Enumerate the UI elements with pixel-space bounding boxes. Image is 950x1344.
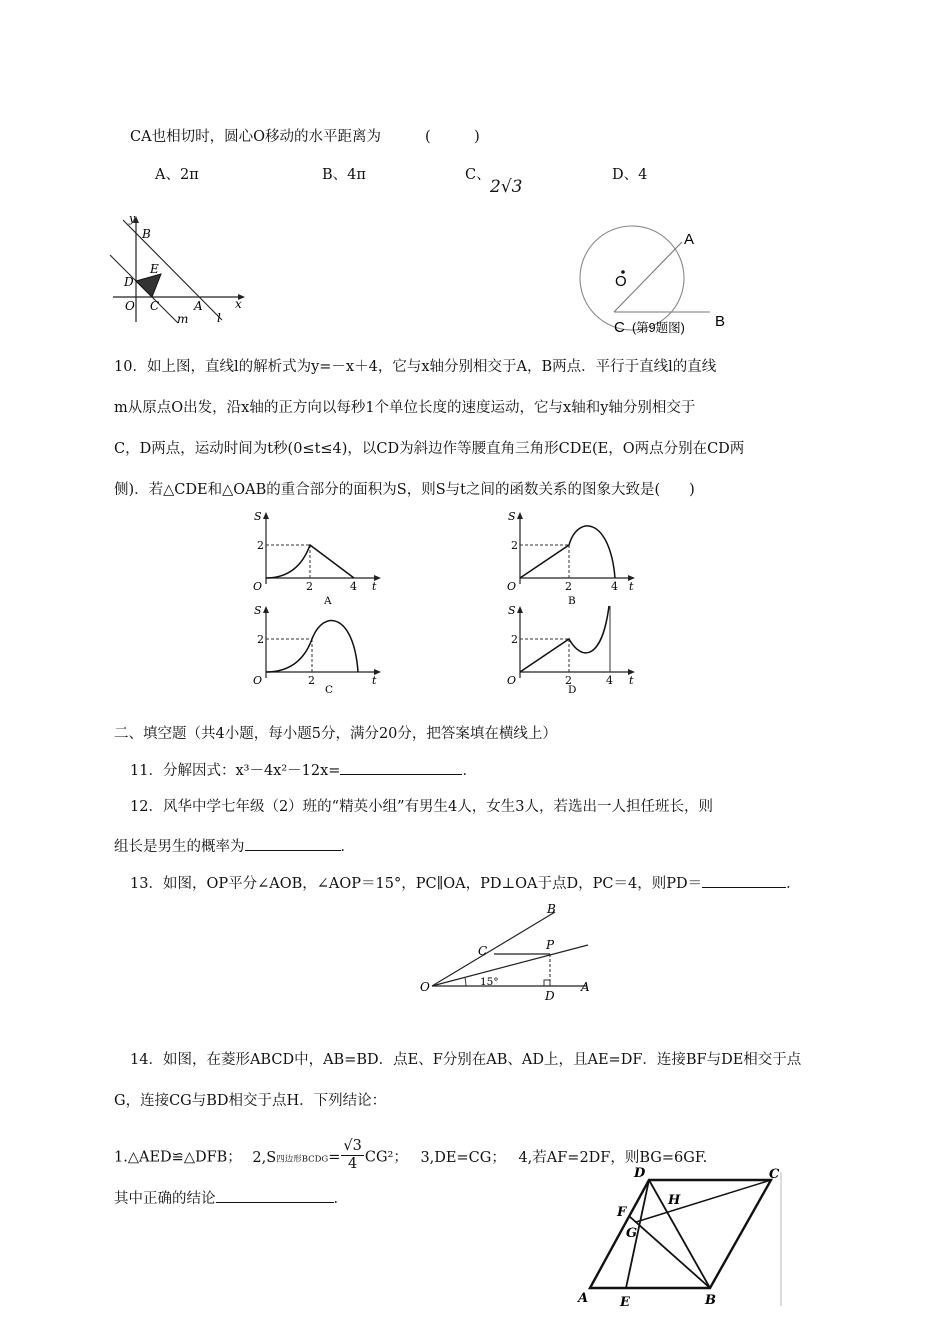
q9-option-c-math: 2√3 (490, 177, 523, 197)
graph-label: B (568, 595, 576, 607)
q14-answer-blank[interactable] (216, 1188, 334, 1203)
label-e: E (620, 1295, 630, 1310)
origin: O (507, 580, 517, 593)
q10-line-1: 10．如上图，直线l的解析式为y=－x＋4，它与x轴分别相交于A，B两点．平行于直线l的直线 (114, 359, 717, 375)
label-d: D (634, 1166, 646, 1181)
q10-line-3: C，D两点，运动时间为t秒(0≤t≤4)，以CD为斜边作等腰直角三角形CDE(E，O两点分别在CD两 (114, 441, 745, 457)
axis-t: t (372, 580, 377, 593)
x-tick-2: 2 (565, 674, 572, 687)
label-b: B (142, 227, 151, 241)
label-a: A (578, 1291, 589, 1306)
label-p: P (546, 938, 555, 952)
q13: 13．如图，OP平分∠AOB，∠AOP＝15°，PC∥OA，PD⊥OA于点D，PC＝4，则PD＝ ． (130, 873, 801, 894)
label-a: A (581, 980, 590, 994)
q9-figure-lines (105, 210, 255, 325)
q10-graph-d (502, 600, 642, 700)
label-d: D (124, 275, 134, 289)
figure-caption: (第9题图) (632, 321, 685, 335)
label-h: H (668, 1193, 681, 1208)
q10-graph-a (248, 506, 388, 606)
q12-answer-blank[interactable] (245, 836, 341, 851)
label-o: O (125, 299, 135, 313)
q10-line-4: 侧)．若△CDE和△OAB的重合部分的面积为S，则S与t之间的函数关系的图象大致是( ) (114, 482, 695, 498)
origin: O (507, 674, 517, 687)
label-y: y (129, 212, 136, 225)
origin: O (253, 580, 263, 593)
x-tick-2: 2 (308, 674, 315, 687)
q11-answer-blank[interactable] (340, 760, 462, 775)
q10-line-2: m从原点O出发，沿x轴的正方向以每秒1个单位长度的速度运动，它与x轴和y轴分别相交于 (114, 400, 696, 416)
q10-graph-b (502, 506, 642, 606)
y-tick: 2 (257, 633, 264, 646)
label-m: m (177, 312, 189, 326)
axis-t: t (372, 674, 377, 687)
label-e: E (150, 262, 159, 276)
q9-figure-circle (570, 220, 735, 340)
label-a: A (194, 299, 203, 313)
x-tick-2: 2 (565, 580, 572, 593)
graph-label: A (324, 595, 332, 607)
y-tick: 2 (511, 539, 518, 552)
label-circle-o: O (615, 273, 627, 290)
label-g: G (626, 1226, 638, 1241)
label-c: C (478, 944, 488, 958)
x-tick-4: 4 (606, 674, 613, 687)
q14-line-1: 14．如图，在菱形ABCD中，AB=BD．点E、F分别在AB、AD上，且AE=DF．连接BF与DE相交于点 (130, 1052, 802, 1068)
label-l: l (217, 311, 221, 325)
x-tick-4: 4 (611, 580, 618, 593)
x-tick-2: 2 (306, 580, 313, 593)
label-circle-a: A (684, 231, 695, 248)
q14-figure (570, 1160, 795, 1316)
q14-answer: 其中正确的结论 ． (114, 1188, 348, 1209)
q9-option-d: D、4 (612, 167, 648, 183)
fraction-sqrt3-over-4: $\frac{√3}{4}$ (343, 1138, 362, 1172)
axis-s: S (254, 510, 262, 523)
q14-conclusions: 1.△AED≌△DFB； 2,S四边形BCDG= $\frac{√3}{4}$ CG²； 3,DE=CG； 4,若AF=2DF，则BG=6GF. (114, 1138, 708, 1172)
axis-s: S (254, 604, 262, 617)
axis-s: S (508, 510, 516, 523)
q9-option-a: A、2π (155, 167, 199, 183)
label-circle-b: B (715, 313, 726, 330)
y-tick: 2 (511, 633, 518, 646)
label-x: x (235, 297, 242, 311)
axis-t: t (629, 674, 634, 687)
q14-line-2: G，连接CG与BD相交于点H．下列结论： (114, 1093, 387, 1109)
q12-line-2: 组长是男生的概率为 ． (114, 836, 355, 857)
axis-s: S (508, 604, 516, 617)
y-tick: 2 (257, 539, 264, 552)
q9-stem: CA也相切时，圆心O移动的水平距离为 ( ) (130, 129, 480, 145)
q13-figure (418, 900, 603, 1005)
label-b: B (547, 902, 556, 916)
q9-option-b: B、4π (322, 167, 366, 183)
label-b: B (705, 1293, 716, 1308)
origin: O (253, 674, 263, 687)
label-circle-c: C (614, 319, 625, 336)
q12-line-1: 12．风华中学七年级（2）班的“精英小组”有男生4人，女生3人，若选出一人担任班长，则 (130, 799, 713, 815)
label-c: C (769, 1167, 780, 1182)
graph-label: C (325, 684, 334, 696)
label-c: C (150, 299, 160, 313)
section-2-heading: 二、填空题（共4小题，每小题5分，满分20分，把答案填在横线上） (114, 726, 557, 742)
label-f: F (617, 1205, 627, 1220)
x-tick-4: 4 (350, 580, 357, 593)
q10-graph-c (248, 600, 388, 700)
axis-t: t (629, 580, 634, 593)
q9-option-c: C、 (465, 167, 491, 183)
label-angle: 15° (480, 976, 499, 988)
graph-label: D (568, 684, 577, 696)
label-o: O (420, 980, 430, 994)
label-d: D (545, 989, 555, 1003)
q11: 11．分解因式：x³－4x²－12x= ． (130, 760, 477, 781)
q13-answer-blank[interactable] (702, 873, 786, 888)
